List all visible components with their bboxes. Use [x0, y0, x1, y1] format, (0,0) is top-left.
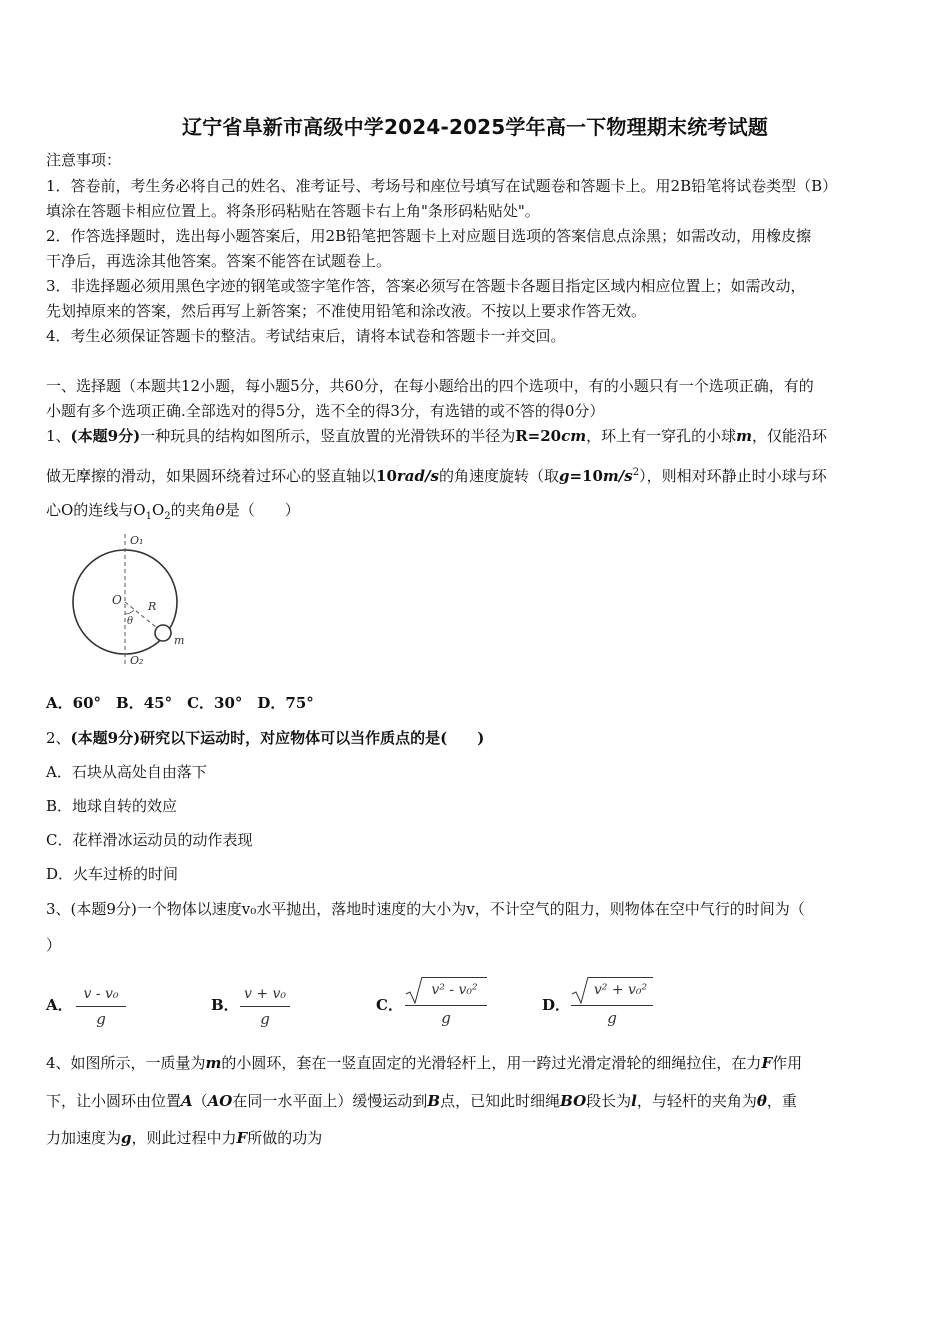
question-text: 段长为 [586, 1092, 632, 1110]
question-text: 力加速度为 [46, 1129, 122, 1147]
question-text: 点，已知此时细绳 [440, 1092, 561, 1110]
label-o1: O₁ [130, 534, 144, 547]
formula-c-numerator: v² - v₀² [422, 977, 487, 1002]
question-text: ，环上有一穿孔的小球 [586, 427, 737, 445]
label-theta: θ [127, 616, 134, 627]
question-2-stem [46, 728, 908, 748]
label-o: O [112, 593, 122, 607]
formula-b-numerator: v + v₀ [243, 986, 287, 1002]
formula-b [240, 983, 290, 1030]
sqrt-icon [405, 976, 423, 1004]
question-2-option-a: A．石块从高处自由落下 [46, 763, 207, 781]
notice-line: 填涂在答题卡相应位置上。将条形码粘贴在答题卡右上角"条形码粘贴处"。 [46, 202, 540, 220]
notice-line: 3．非选择题必须用黑色字迹的钢笔或签字笔作答，答案必须写在答题卡各题目指定区域内相应位置上；如需改动， [46, 277, 806, 295]
point-a-symbol: A [181, 1092, 193, 1110]
question-3-stem-line-1: 3、(本题9分)一个物体以速度v₀水平抛出，落地时速度的大小为v，不计空气的阻力，则物体在空中气行的时间为（ [46, 900, 805, 918]
segment-ao-symbol: AO [207, 1092, 233, 1110]
g-symbol: g [558, 467, 570, 485]
formula-c [405, 974, 487, 1029]
label-r: R [148, 600, 157, 613]
segment-bo-symbol: BO [560, 1092, 587, 1110]
question-3-stem-line-2: ） [46, 936, 62, 954]
notice-line: 1．答卷前，考生务必将自己的姓名、准考证号、考场号和座位号填写在试题卷和答题卡上。用2B铅笔将试卷类型（B） [46, 177, 838, 195]
theta-symbol: θ [215, 501, 225, 519]
g-unit: m/s [602, 467, 633, 485]
question-text: (本题9分)研究以下运动时，对应物体可以当作质点的是( ) [70, 729, 485, 747]
fraction-bar [571, 1005, 653, 1006]
small-ball [155, 625, 171, 641]
question-number: 2、 [46, 729, 71, 747]
theta-arc [125, 610, 134, 614]
question-text: 是（ ） [224, 501, 300, 519]
mass-symbol: m [205, 1054, 222, 1072]
omega-unit: rad/s [396, 467, 439, 485]
option-label-a: A． [46, 996, 73, 1014]
question-2-option-d: D．火车过桥的时间 [46, 865, 179, 883]
question-text: O [151, 501, 165, 519]
question-2-option-b: B．地球自转的效应 [46, 797, 178, 815]
option-label-d: D． [542, 996, 571, 1014]
page-title: 辽宁省阜新市高级中学2024-2025学年高一下物理期末统考试题 [181, 115, 769, 139]
question-text: ，仅能沿环 [752, 427, 828, 445]
formula-d-numerator-wrap [571, 974, 653, 1004]
question-text: 一种玩具的结构如图所示，竖直放置的光滑铁环的半径为 [140, 427, 516, 445]
question-2-option-c: C．花样滑冰运动员的动作表现 [46, 831, 253, 849]
question-4-line-3 [46, 1128, 908, 1148]
formula-d-numerator: v² + v₀² [588, 977, 653, 1002]
formula-d-denominator: g [607, 1009, 617, 1027]
question-1-options: A．60° B．45° C．30° D．75° [46, 694, 314, 712]
omega-value: 10 [376, 467, 397, 485]
section-heading-line: 一、选择题（本题共12小题，每小题5分，共60分，在每小题给出的四个选项中，有的小题只有一个选项正确，有的 [46, 377, 814, 395]
option-label-b: B． [211, 996, 239, 1014]
theta-symbol: θ [756, 1092, 767, 1110]
question-text: 做无摩擦的滑动，如果圆环绕着过环心的竖直轴以 [46, 467, 377, 485]
question-points: (本题9分) [70, 427, 141, 445]
force-symbol: F [236, 1129, 248, 1147]
option-label-c: C． [376, 996, 403, 1014]
formula-c-denominator: g [441, 1009, 451, 1027]
question-4-line-1 [46, 1053, 908, 1073]
g-unit-exponent: 2 [632, 467, 640, 478]
question-text: （ [192, 1092, 208, 1110]
point-b-symbol: B [427, 1092, 441, 1110]
question-1-line-2 [46, 463, 908, 486]
formula-a-denominator: g [96, 1010, 106, 1028]
radius-value: R=20 [515, 427, 562, 445]
question-text: 下，让小圆环由位置 [46, 1092, 182, 1110]
question-text: 所做的功为 [247, 1129, 323, 1147]
formula-c-numerator-wrap [405, 974, 487, 1004]
notice-line: 4．考生必须保证答题卡的整洁。考试结束后，请将本试卷和答题卡一并交回。 [46, 327, 566, 345]
label-o2: O₂ [130, 654, 144, 667]
question-4-line-2 [46, 1091, 908, 1111]
length-symbol: l [631, 1092, 637, 1110]
force-symbol: F [761, 1054, 773, 1072]
question-text: 作用 [772, 1054, 803, 1072]
notice-line: 先划掉原来的答案，然后再写上新答案；不准使用铅笔和涂改液。不按以上要求作答无效。 [46, 302, 647, 320]
radius-unit: cm [561, 427, 587, 445]
question-text: 心O的连线与O [46, 501, 146, 519]
question-text: 的小圆环，套在一竖直固定的光滑轻杆上，用一跨过光滑定滑轮的细绳拉住，在力 [221, 1054, 762, 1072]
fraction-bar [405, 1005, 487, 1006]
notice-line: 2．作答选择题时，选出每小题答案后，用2B铅笔把答题卡上对应题目选项的答案信息点涂黑；如需改动，用橡皮擦 [46, 227, 812, 245]
section-heading-line: 小题有多个选项正确.全部选对的得5分，选不全的得3分，有选错的或不答的得0分） [46, 402, 605, 420]
question-text: ，则此过程中力 [131, 1129, 237, 1147]
question-text: 4、如图所示，一质量为 [46, 1054, 206, 1072]
formula-b-denominator: g [260, 1010, 270, 1028]
question-text: 的夹角 [170, 501, 216, 519]
label-m: m [174, 634, 185, 647]
formula-a [76, 983, 126, 1030]
fraction-bar [76, 1006, 126, 1007]
question-1-line-1 [46, 426, 908, 446]
question-text: 的角速度旋转（取 [438, 467, 559, 485]
question-text: ），则相对环静止时小球与环 [639, 467, 827, 485]
mass-symbol: m [736, 427, 753, 445]
question-1-line-3 [46, 500, 908, 527]
question-text: 在同一水平面上）缓慢运动到 [232, 1092, 428, 1110]
question-text: ，与轻杆的夹角为 [636, 1092, 757, 1110]
g-symbol: g [121, 1129, 132, 1147]
ring-figure [60, 530, 200, 670]
question-text: ，重 [766, 1092, 797, 1110]
notice-line: 干净后，再选涂其他答案。答案不能答在试题卷上。 [46, 252, 392, 270]
formula-a-numerator: v - v₀ [83, 986, 119, 1002]
g-value: =10 [569, 467, 603, 485]
question-number: 1、 [46, 427, 71, 445]
notice-heading: 注意事项： [46, 151, 122, 169]
sqrt-icon [571, 976, 589, 1004]
formula-d [571, 974, 653, 1029]
fraction-bar [240, 1006, 290, 1007]
subscript: 2 [164, 511, 171, 522]
subscript: 1 [145, 511, 152, 522]
